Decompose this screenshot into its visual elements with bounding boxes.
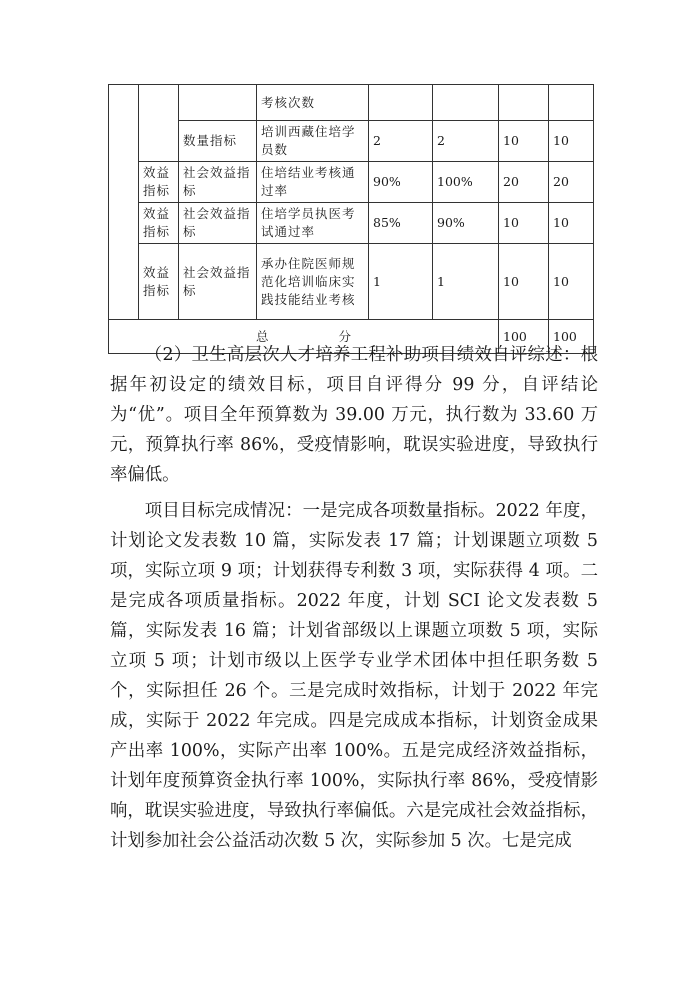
cell-indicator-name: 住培结业考核通过率 <box>257 162 369 203</box>
total-label-left: 总 <box>255 328 269 344</box>
performance-table <box>108 84 594 354</box>
table-row <box>109 203 594 244</box>
cell-category: 社会效益指标 <box>179 203 257 244</box>
cell-target: 90% <box>369 162 433 203</box>
cell-category: 数量指标 <box>179 121 257 162</box>
total-score: 100 <box>549 320 594 354</box>
cell-target: 1 <box>369 244 433 320</box>
cell-category: 社会效益指标 <box>179 244 257 320</box>
cell-target: 85% <box>369 203 433 244</box>
cell-indicator-name: 住培学员执医考试通过率 <box>257 203 369 244</box>
outer-blank-cell <box>109 85 139 320</box>
cell-actual: 2 <box>433 121 499 162</box>
paragraph-summary: （2）卫生高层次人才培养工程补助项目绩效自评综述：根据年初设定的绩效目标，项目自评得分 99 分，自评结论为“优”。项目全年预算数为 39.00 万元，执行数为 33.60 万元，预算执行率 86%，受疫情影响，耽误实验进度，导致执行率偏低。 <box>110 345 598 485</box>
cell-level1: 效益指标 <box>139 244 179 320</box>
cell-weight: 10 <box>499 244 549 320</box>
cell-target <box>369 85 433 121</box>
cell-weight: 20 <box>499 162 549 203</box>
cell-target: 2 <box>369 121 433 162</box>
cell-actual: 100% <box>433 162 499 203</box>
blank-cell <box>179 85 257 121</box>
total-label-right: 分 <box>338 328 352 344</box>
cell-actual: 1 <box>433 244 499 320</box>
cell-score: 10 <box>549 244 594 320</box>
total-weight: 100 <box>499 320 549 354</box>
blank-cell <box>139 85 179 162</box>
cell-weight <box>499 85 549 121</box>
cell-weight: 10 <box>499 121 549 162</box>
cell-category: 社会效益指标 <box>179 162 257 203</box>
cell-actual <box>433 85 499 121</box>
table-row <box>109 244 594 320</box>
cell-level1: 效益指标 <box>139 162 179 203</box>
cell-actual: 90% <box>433 203 499 244</box>
cell-indicator-name: 培训西藏住培学员数 <box>257 121 369 162</box>
cell-score <box>549 85 594 121</box>
cell-score: 10 <box>549 203 594 244</box>
table-row <box>109 162 594 203</box>
table-row <box>109 121 594 162</box>
cell-score: 20 <box>549 162 594 203</box>
cell-score: 10 <box>549 121 594 162</box>
body-text <box>110 340 598 862</box>
cell-indicator-name: 承办住院医师规范化培训临床实践技能结业考核 <box>257 244 369 320</box>
cell-weight: 10 <box>499 203 549 244</box>
cell-indicator-name: 考核次数 <box>257 85 369 121</box>
paragraph-target-completion: 项目目标完成情况：一是完成各项数量指标。2022 年度，计划论文发表数 10 篇，实际发表 17 篇；计划课题立项数 5 项，实际立项 9 项；计划获得专利数 3 项，实际获得 4 项。二是完成各项质量指标。2022 年度，计划 SCI 论文发表数 5 篇，实际发表 16 篇；计划省部级以上课题立项数 5 项，实际立项 5 项；计划市级以上医学专业学术团体中担任职务数 5 个，实际担任 26 个。三是完成时效指标，计划于 2022 年完成，实际于 2022 年完成。四是完成成本指标，计划资金成果产出率 100%，实际产出率 100%。五是完成经济效益指标，计划年度预算资金执行率 100%，实际执行率 86%，受疫情影响，耽误实验进度，导致执行率偏低。六是完成社会效益指标，计划参加社会公益活动次数 5 次，实际参加 5 次。七是完成 <box>110 501 598 851</box>
cell-level1: 效益指标 <box>139 203 179 244</box>
table-row <box>109 85 594 121</box>
